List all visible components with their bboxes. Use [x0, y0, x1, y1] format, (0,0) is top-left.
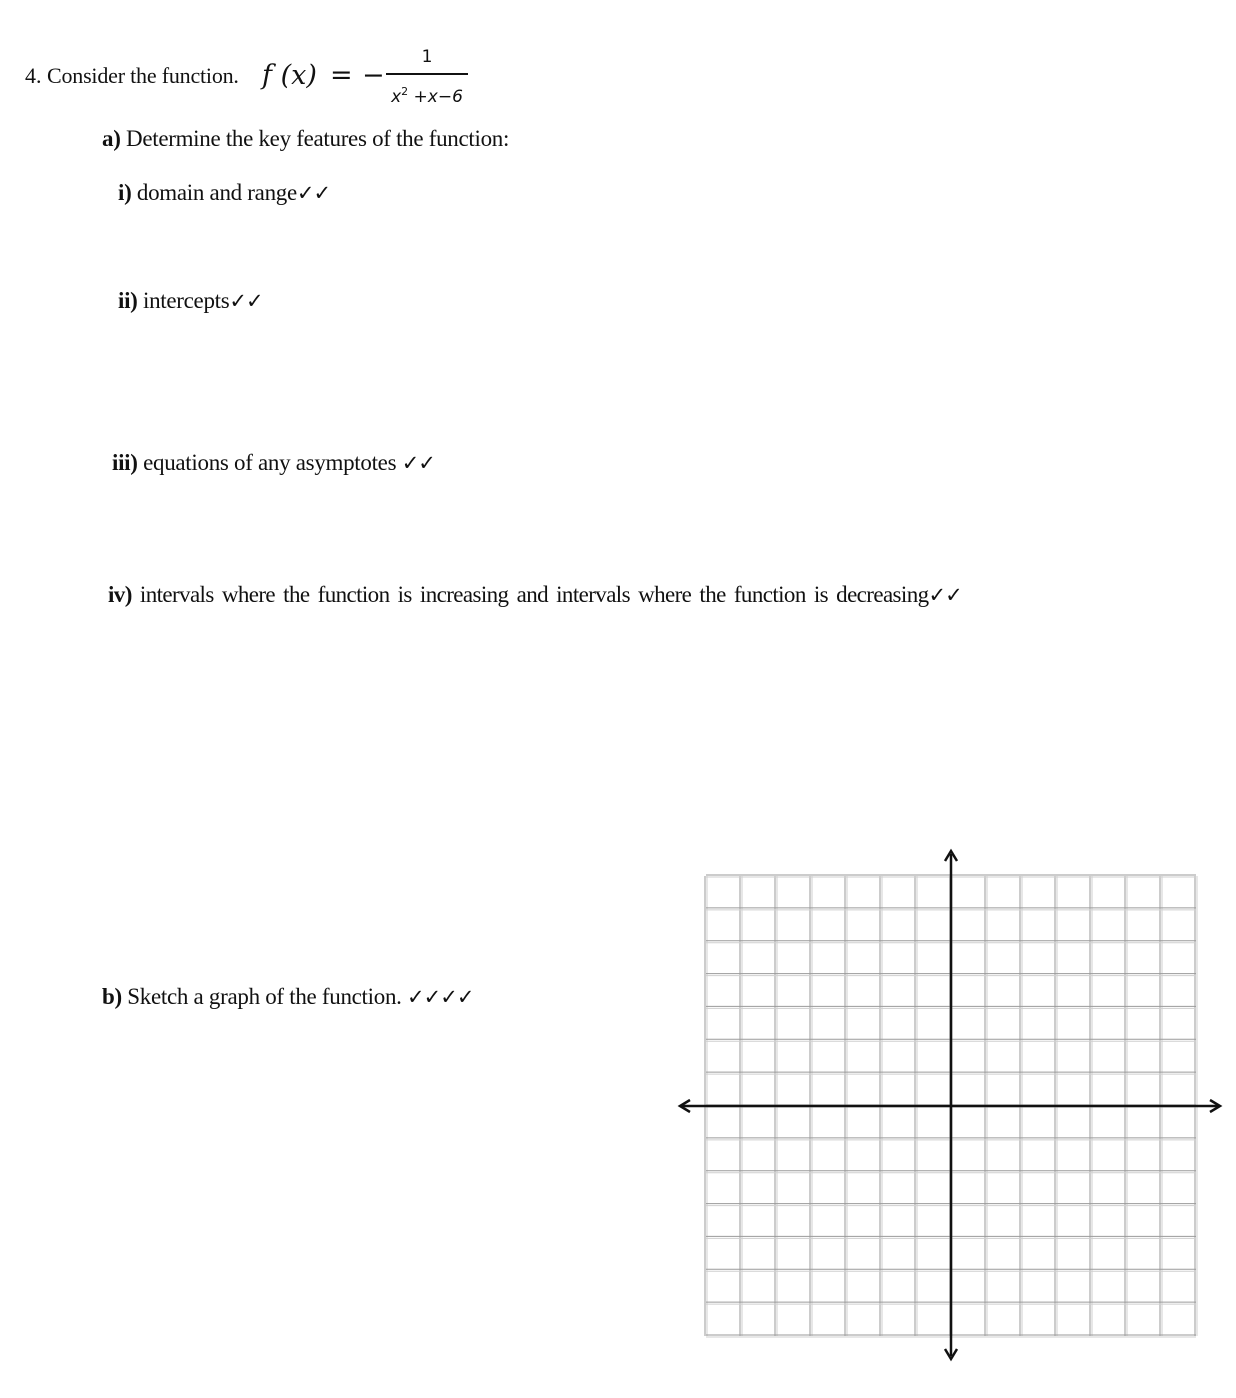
part-ii-checkmarks: ✓✓	[229, 289, 263, 313]
fraction-denominator	[384, 81, 470, 108]
part-iv-label: iv)	[108, 582, 132, 607]
fraction-bar	[386, 73, 468, 75]
part-b	[102, 982, 473, 1012]
part-i-checkmarks: ✓✓	[296, 181, 331, 205]
question-lead: Consider the function.	[47, 63, 239, 88]
denominator-exponent: 2	[401, 85, 409, 98]
part-ii-label: ii)	[118, 288, 138, 313]
y-axis-top-arrow	[945, 851, 957, 861]
function-lhs: f (x)	[262, 60, 317, 91]
part-iii-text: equations of any asymptotes	[137, 450, 402, 475]
denominator-base: x	[391, 87, 402, 107]
question-number: 4.	[25, 63, 42, 88]
part-a-label: a)	[102, 126, 121, 151]
part-ii-text: intercepts	[137, 288, 230, 313]
part-b-checkmarks: ✓✓✓✓	[407, 985, 474, 1009]
part-b-label: b)	[102, 984, 122, 1009]
part-iv-checkmarks: ✓✓	[928, 583, 962, 607]
part-iv-text: intervals where the function is increasing and intervals where the function is decreasing	[131, 582, 929, 607]
part-iii-label: iii)	[112, 450, 138, 475]
x-axis-right-arrow	[1210, 1100, 1220, 1112]
part-iii-checkmarks: ✓✓	[401, 451, 435, 475]
fraction-numerator: 1	[421, 47, 433, 67]
part-ii	[118, 286, 263, 316]
denominator-rest: +x−6	[408, 87, 463, 107]
part-i-text: domain and range	[131, 180, 297, 205]
part-a	[102, 124, 509, 154]
part-i	[118, 178, 330, 208]
x-axis-left-arrow	[680, 1100, 690, 1112]
y-axis-bottom-arrow	[945, 1349, 957, 1359]
part-b-text: Sketch a graph of the function.	[121, 984, 408, 1009]
part-i-label: i)	[118, 180, 132, 205]
part-a-text: Determine the key features of the function:	[120, 126, 510, 151]
negative-sign: −	[362, 60, 385, 91]
question-header	[25, 58, 239, 94]
part-iv	[108, 580, 962, 610]
equals-sign: =	[330, 60, 353, 91]
part-iii	[112, 448, 435, 478]
